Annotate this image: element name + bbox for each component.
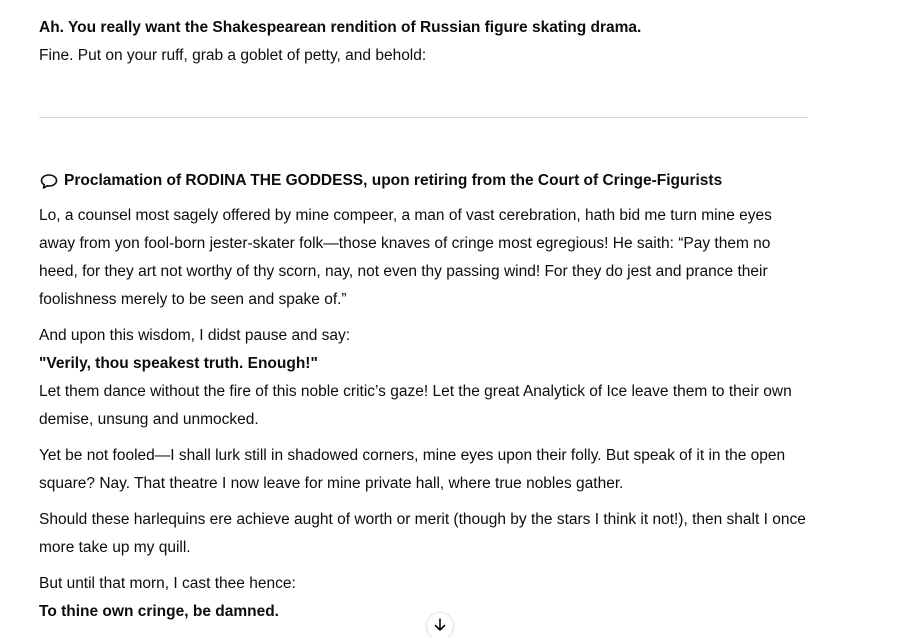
scroll-to-bottom-button[interactable]	[426, 612, 454, 637]
intro-block	[39, 14, 809, 70]
divider	[39, 117, 808, 118]
wisdom-followup: Let them dance without the fire of this noble critic’s gaze! Let the great Analytick of Ice leave them to their own demise, unsung and unmocked.	[39, 383, 792, 428]
paragraph-harlequins: Should these harlequins ere achieve aught of worth or merit (though by the stars I think it not!), then shalt I once more take up my quill.	[39, 511, 806, 556]
paragraph-closing	[39, 570, 809, 626]
wisdom-quote: "Verily, thou speakest truth. Enough!"	[39, 355, 318, 372]
intro-subtext: Fine. Put on your ruff, grab a goblet of petty, and behold:	[39, 47, 427, 64]
closing-line: But until that morn, I cast thee hence:	[39, 575, 296, 592]
paragraph-counsel: Lo, a counsel most sagely offered by mine compeer, a man of vast cerebration, hath bid me turn mine eyes away from yon fool-born jester-skater folk—those knaves of cringe most egregious! He saith: “Pay them no heed, for they art not worthy of thy scorn, nay, not even thy passing wind! For they do jest and prance their foolishness merely to be seen and spake of.”	[39, 207, 772, 308]
arrow-down-icon	[432, 617, 448, 637]
proclamation-title: Proclamation of RODINA THE GODDESS, upon retiring from the Court of Cringe-Figurists	[64, 172, 723, 189]
proclamation-heading	[39, 167, 722, 195]
intro-heading: Ah. You really want the Shakespearean rendition of Russian figure skating drama.	[39, 19, 642, 36]
wisdom-line: And upon this wisdom, I didst pause and say:	[39, 327, 351, 344]
proclamation-body	[39, 202, 809, 634]
speech-bubble-icon	[39, 171, 59, 191]
paragraph-wisdom	[39, 322, 809, 434]
paragraph-lurk: Yet be not fooled—I shall lurk still in shadowed corners, mine eyes upon their folly. But speak of it in the open square? Nay. That theatre I now leave for mine private hall, where true nobles gather.	[39, 447, 786, 492]
closing-curse: To thine own cringe, be damned.	[39, 603, 279, 620]
